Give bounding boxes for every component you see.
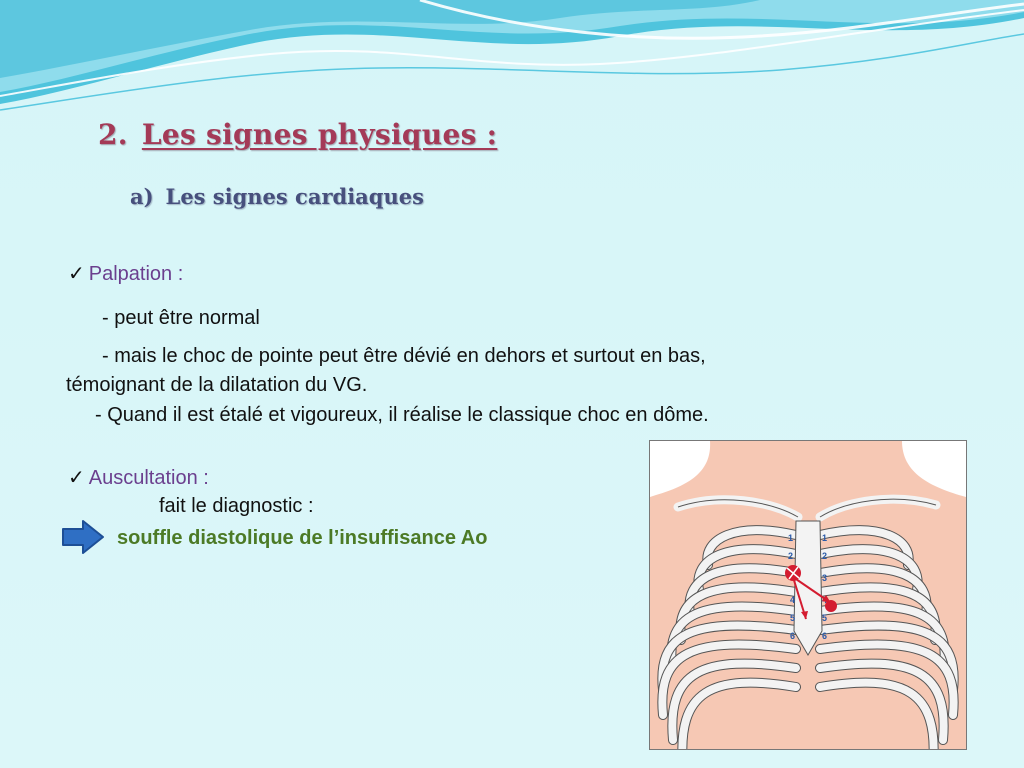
rib-number-left-2: 2 <box>788 551 794 561</box>
rib-number-right-6: 6 <box>822 631 828 641</box>
rib-number-right-3: 3 <box>822 573 828 583</box>
rib-number-left-6: 6 <box>790 631 796 641</box>
subsection-heading <box>130 184 424 209</box>
section-number: 2. <box>98 118 128 151</box>
palpation-line-3: témoignant de la dilatation du VG. <box>66 374 368 396</box>
checkmark-icon: ✓ <box>68 263 85 285</box>
subsection-title: Les signes cardiaques <box>165 184 424 209</box>
section-title: Les signes physiques : <box>141 118 498 151</box>
auscultation-line-1: fait le diagnostic : <box>159 495 314 517</box>
auscultation-label: Auscultation : <box>88 467 209 489</box>
rib-number-right-5: 5 <box>822 613 828 623</box>
palpation-line-2: - mais le choc de pointe peut être dévié en dehors et surtout en bas, <box>102 345 706 367</box>
section-heading <box>98 118 497 151</box>
rib-number-left-5: 5 <box>790 613 796 623</box>
palpation-line-4: - Quand il est étalé et vigoureux, il réalise le classique choc en dôme. <box>95 404 709 426</box>
palpation-item <box>68 261 183 286</box>
auscultation-item <box>68 465 209 490</box>
checkmark-icon: ✓ <box>68 467 85 489</box>
auscultation-conclusion: souffle diastolique de l’insuffisance Ao <box>117 527 488 549</box>
subsection-number: a) <box>130 184 154 209</box>
wave-decoration <box>0 0 1024 120</box>
rib-number-left-4: 4 <box>790 595 796 605</box>
palpation-label: Palpation : <box>88 263 184 285</box>
chest-auscultation-figure <box>649 440 967 750</box>
rib-number-left-1: 1 <box>788 533 794 543</box>
rib-number-right-2: 2 <box>822 551 828 561</box>
palpation-line-1: - peut être normal <box>102 307 260 329</box>
rib-number-right-1: 1 <box>822 533 828 543</box>
ribcage-illustration <box>650 441 966 749</box>
arrow-right-icon <box>61 519 105 555</box>
